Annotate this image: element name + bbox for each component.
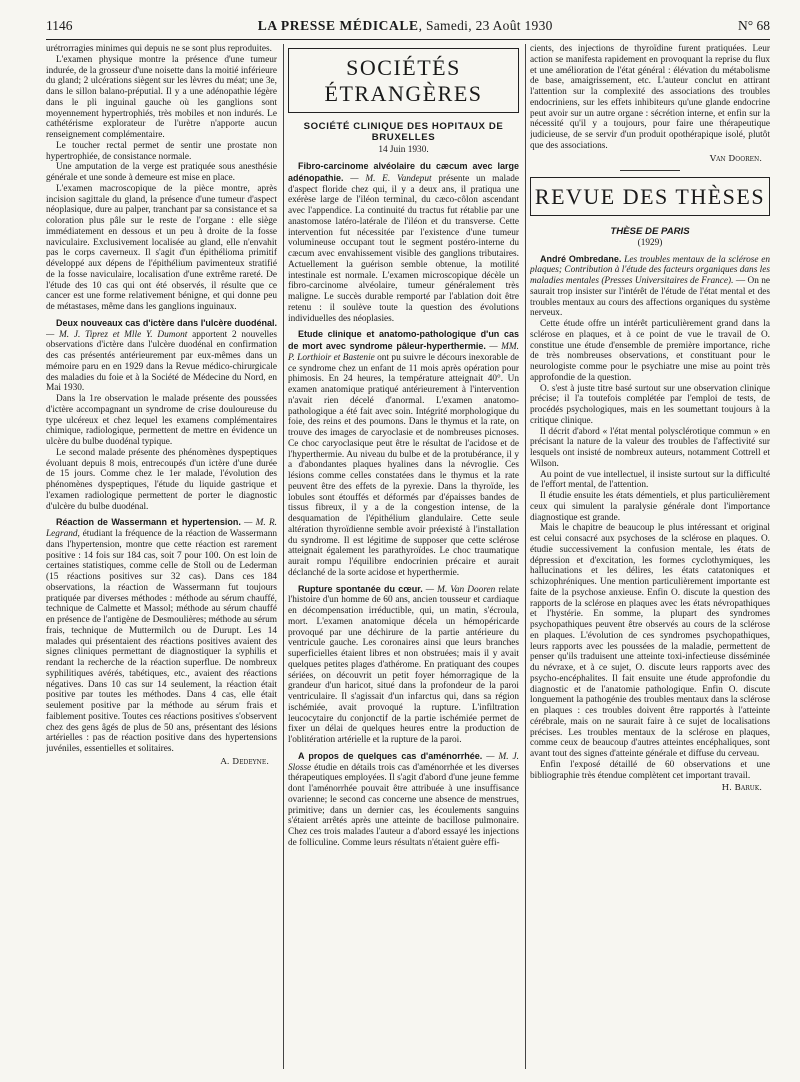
thesis-heading: THÈSE DE PARIS <box>610 225 690 237</box>
journal-title: LA PRESSE MÉDICALE <box>257 18 419 33</box>
article-text: apportent 2 nouvelles observations d'ictère dans l'ulcère duodénal en confirmation des cas présentés antérieurement par eux-mêmes dans un mémoire paru en en 1929 dans la Revue médico-chirurgicale des maladies du foie et à la Société de Médecine du Nord, en Mai 1930. <box>46 329 277 394</box>
article-authors: — M. R. Legrand, <box>46 518 277 539</box>
article-lead <box>530 254 770 320</box>
column-right <box>530 44 770 1074</box>
paragraph: Le toucher rectal permet de sentir une prostate non hypertrophiée, de consistance normale. <box>46 140 277 162</box>
article-text: étudiant la fréquence de la réaction de Wassermann dans l'hypertension, montre que cette réaction est rarement positive : 14 fois sur 184 cas, soit 7 pour 100. On est loin de certaines statistiques, comme celle de Stoll ou de Lederman (15 réactions positives sur 32 cas). Dans ces 184 observations, la réaction de Wassermann fut toujours pratiquée par diverses méthodes : méthode au sérum chauffé, technique de Calmette et Massol; méthode au sérum chauffé en présence de l'antigène de Desmoulières; méthode au sérum frais, technique de Muttermilch ou de Durupt. Les 14 malades qui présentaient des réactions positives avaient des signes cliniques permettant de diagnostiquer la syphilis et rendant la recherche de la réaction superflue. De nombreux syphilitiques avérés, tabétiques, etc., avaient des réactions négatives. Dans 10 cas sur 14 seulement, la réaction était positive par toutes les méthodes. Dans 4 cas, elle était seulement positive par la méthode au sérum frais et faiblement positive. Toutes ces réactions positives s'observent chez des gens âgés de plus de 50 ans, présentant des lésions artérielles : pas de réaction positive dans des hypertensions juvéniles, essentielles et solitaires. <box>46 529 277 754</box>
page-number: 1146 <box>46 18 73 33</box>
signature: H. Baruk. <box>721 783 762 794</box>
article-lead <box>46 318 277 394</box>
thesis-author: André Ombredane. <box>540 253 622 264</box>
paragraph: Le second malade présente des phénomènes dyspeptiques évoluant depuis 8 mois, entrecoupés d'un ictère d'une durée de 15 jours. Comme chez le 1er malade, l'évolution des phénomènes dyspeptiques, l'étude du liquide gastrique et l'examen radiologique permettent de porter le diagnostic d'ulcère du bulbe duodénal. <box>46 447 277 512</box>
paragraph: O. s'est à juste titre basé surtout sur une observation clinique précise; il l'a toutefois complétée par l'emploi de tests, de procédés psychologiques, mais en les soumettant toujours à la critique clinique. <box>530 383 770 426</box>
paragraph: L'examen macroscopique de la pièce montre, après incision sagittale du gland, la présence d'une tumeur d'aspect néoplasique, dure au palper, tranchant par sa consistance et sa coloration plus pâle sur le reste de l'organe : elle siège immédiatement en dessous et un peu à droite de la fosse naviculaire. Exclusivement localisée au gland, elle n'envahit pas le corps caverneux. Il s'agit d'un épithélioma primitif développé aux dépens de l'épithélium pavimenteux stratifié de la fosse naviculaire, localisation d'une extrême rareté. De l'étude des 10 cas qui ont été observés, il résulte que ce cancer est une forme relativement bénigne, et qui donne peu de métastases, même dans les ganglions inguinaux. <box>46 183 277 312</box>
paragraph: Dans la 1re observation le malade présente des poussées d'ictère accompagnant un syndrome de crise douloureuse du type ulcéreux et chez lequel les examens complémentaires chimique, radiologique, permettent de mettre en évidence un ulcère du bulbe duodénal typique. <box>46 394 277 447</box>
article-lead <box>288 161 519 324</box>
newspaper-page <box>46 18 770 1074</box>
column-middle <box>288 44 519 1074</box>
article-title: A propos de quelques cas d'aménorrhée. <box>298 750 483 761</box>
section-title: SOCIÉTÉS ÉTRANGÈRES <box>288 48 519 113</box>
meeting-date: 14 Juin 1930. <box>378 145 429 155</box>
column-left <box>46 44 277 1074</box>
thesis-year: (1929) <box>637 237 663 248</box>
signature: A. Dedeyne. <box>220 756 269 767</box>
signature: Van Dooren. <box>709 153 762 164</box>
column-divider <box>283 44 284 1069</box>
paragraph: urétrorragies minimes qui depuis ne se sont plus reproduites. <box>46 44 272 54</box>
society-heading: SOCIÉTÉ CLINIQUE DES HOPITAUX DE BRUXELLES <box>303 121 504 143</box>
paragraph: Au point de vue intellectuel, il insiste surtout sur la difficulté de l'effort mental, de l'attention. <box>530 469 770 491</box>
article-authors: — M. E. Vandeput <box>343 173 432 184</box>
paragraph: Il décrit d'abord « l'état mental polysclérotique commun » en précisant la nature de la valeur des troubles de l'affectivité sur lesquels ont insisté de nombreux auteurs, notamment Cottrell et Wilson. <box>530 426 770 469</box>
article-authors: — M. J. Tiprez et Mlle Y. Dumont <box>46 329 188 340</box>
article-lead <box>288 751 519 849</box>
article-text: relate l'histoire d'un homme de 60 ans, ancien tousseur et cardiaque en décompensation irréductible, qui, un matin, s'écroula, mort. L'examen anatomique décela un hémopéricarde provoqué par une déchirure de la partie antérieure du ventricule gauche. Les coronaires ainsi que leurs branches superficielles étaient libres et non obstruées; mais il y avait quelques petites plages d'athérome. En pratiquant des coupes sériées, on découvrit un petit foyer hémorragique de la grandeur d'un haricot, situé dans la profondeur de la paroi ventriculaire. Il s'agissait d'un infarctus qui, dans sa région ischémiée, avait provoqué la rupture. L'infiltration leucocytaire du conjonctif de la partie ischémiée permet de fixer un délai de quelques heures entre la production de l'oblitération artérielle et la rupture de la paroi. <box>288 584 519 745</box>
paragraph: Il étudie ensuite les états démentiels, et plus particulièrement ceux qui simulent la paralysie générale dont l'importance diagnostique est grande. <box>530 491 770 523</box>
article-title: Rupture spontanée du cœur. <box>298 583 423 594</box>
article-text: — On ne saurait trop insister sur l'intérêt de l'étude de l'état mental et des troubles mentaux au cours des affections organiques du système nerveux. <box>530 276 770 319</box>
paragraph: L'examen physique montre la présence d'une tumeur indurée, de la grosseur d'une noisette dans la moitié inférieure du gland; 2 ulcérations siègent sur les lèvres du méat; une 3e, dans le sillon balano-préputial. Il y a une adénopathie légère dans le pli inguinal gauche où les ganglions sont moyennement hypertrophiés, très mobiles et non indurés. Le cathétérisme explorateur de l'urètre n'apporte aucun renseignement complémentaire. <box>46 54 277 140</box>
article-title: Fibro-carcinome alvéolaire du cæcum avec large adénopathie. <box>288 161 519 183</box>
paragraph: Cette étude offre un intérêt particulièrement grand dans la sclérose en plaques, et à ce point de vue le travail de O. constitue une étude d'ensemble de première importance, riche de très nombreuses observations, et constituant pour le neurologiste comme pour le psychiatre une mise au point très approfondie de la question. <box>530 319 770 383</box>
article-lead <box>288 584 519 746</box>
columns <box>46 44 770 1074</box>
article-text: étudie en détails trois cas d'aménorrhée et les diverses thérapeutiques employées. Il s'agit d'abord d'une jeune femme dont l'aménorrhée pouvait être attribuée à une insuffisance ovarienne; le second cas concerne une absence de menstrues, primitive; dans un dernier cas, les écoulements sanguins s'étaient arrêtés après une atteinte de bacillose pulmonaire. Chez ces trois malades l'auteur a d'abord essayé les injections de folliculine. Comme leurs résultats n'étaient guère effi- <box>288 762 519 848</box>
paragraph: Enfin l'exposé détaillé de 60 observations et une bibliographie très étendue complètent cet important travail. <box>530 759 770 781</box>
issue-number: N° 68 <box>737 18 770 33</box>
masthead-title-line <box>258 18 553 34</box>
paragraph: cients, des injections de thyroïdine furent pratiquées. Leur action se manifesta rapidement en provoquant la reprise du flux et une amélioration de l'état général : élévation du métabolisme de base, amaigrissement, etc. L'auteur conclut en attirant l'attention sur la complexité des associations des troubles endocriniens, sur les effets inhibiteurs qu'une glande endocrine peut avoir sur un autre organe : sécrétion interne, et enfin sur la nécessité qu'il y a toujours, pour faire une thérapeutique judicieuse, de se servir d'un produit opothérapique isolé, plutôt que des associations. <box>530 44 770 151</box>
article-title: Réaction de Wassermann et hypertension. <box>56 517 241 528</box>
paragraph: Mais le chapitre de beaucoup le plus intéressant et original est celui consacré aux psychoses de la sclérose en plaques. O. étudie successivement la confusion mentale, les états de dépression et d'excitation, les formes cyclothymiques, les hallucinations et les délires, les états catatoniques et schizophréniques. Une mention particulièrement importante est faite de la psychose anxieuse. Enfin O. discute la question des rapports de la sclérose en plaques avec les états névropathiques et l'hystérie. En somme, la plupart des syndromes psychopathiques peuvent être observés au cours de la sclérose en plaques. L'évolution de ces syndromes psychopathiques, leurs rapports avec les poussées de la maladie, permettent de penser qu'ils traduisent une atteinte toxi-infectieuse disséminée du névraxe, et à ce sujet, O. discute leurs rapports avec des psycho-encéphalites. Il fait ensuite une étude approfondie du diagnostic et de l'anatomie pathologique. Enfin O. discute longuement la pathogénie des troubles mentaux dans la sclérose en plaques : ces troubles doivent être rapportés à l'atteinte cérébrale, mais on ne saurait faire à ce sujet de localisations précises. Les troubles mentaux de la sclérose en plaques, comme ceux de beaucoup d'autres atteintes encéphaliques, sont avant tout des signes d'atteinte générale et diffuse du cerveau. <box>530 523 770 759</box>
section-title: REVUE DES THÈSES <box>530 177 770 216</box>
article-text: ont pu suivre le décours inexorable de ce syndrome chez un enfant de 11 mois après opération pour phimosis. En 24 heures, la température atteignait 40°. Un examen anatomique pratiqué antérieurement à l'intervention n'avait rien décelé d'anormal. L'examen anatomo-pathologique a été fait avec soin. Intégrité morphologique du foie, des reins et des poumons. Dans le thymus et la rate, on trouve des images de caryoclasie et de nombreuses picnoses. Ce choc caryoclasique peut être le résultat de l'acidose et de l'hyperthermie. Au niveau du bulbe et de la protubérance, il y a d'abondantes plaques hyalines dans la névroglie. Ces lésions comme celles constatées dans le thymus et la rate peuvent être des effets de la pyrexie. Dans la thyroïde, les lobules sont étouffés et déformés par d'épaisses bandes de tissus fibreux, il y a de la congestion intense, de la desquamation de l'épithélium glandulaire. Cette seule altération thyroïdienne semble avoir préexisté à l'installation du syndrome. Il est légitime de supposer que cette sclérose atteignait également les parathyroïdes. Le choc traumatique aurait rompu l'équilibre endocrinien précaire et aurait déclanché de la sorte acidose et hyperthermie. <box>288 352 519 578</box>
issue-date: , Samedi, 23 Août 1930 <box>418 18 553 33</box>
article-authors: — M. Van Dooren <box>422 584 496 595</box>
article-lead <box>288 329 519 578</box>
article-text: présente un malade d'aspect floride chez qui, il y a deux ans, il pratiqua une exérèse large de l'iléon terminal, du cæco-côlon ascendant avec l'appendice. La continuité du tractus fut rétablie par une anastomose latéro-latérale de l'iléon et du transverse. Cette intervention fut nécessitée par l'existence d'une tumeur volumineuse occupant tout le segment postéro-interne du cæcum avec envahissement visible des ganglions tributaires. Actuellement la guérison semble obtenue, la motilité intestinale est normale. L'examen microscopique décèle un fibro-carcinome alvéolaire, tumeur généralement très maligne. Le succès durable remporté par l'ablation doit être retenu : il soulève toute la question des évolutions individuelles des néoplasies. <box>288 173 519 324</box>
column-divider <box>525 44 526 1069</box>
thesis-title: Les troubles mentaux de la sclérose en plaques; Contribution à l'étude des facteurs organiques dans les maladies mentales (Presses Universitaires de France). <box>530 254 770 286</box>
paragraph: Une amputation de la verge est pratiquée sous anesthésie générale et une sonde à demeure est mise en place. <box>46 162 277 183</box>
article-authors: — M. J. Slosse <box>288 751 519 773</box>
article-title: Etude clinique et anatomo-pathologique d'un cas de mort avec syndrome pâleur-hyperthermie. <box>288 329 519 351</box>
article-title: Deux nouveaux cas d'ictère dans l'ulcère duodénal. <box>56 317 277 328</box>
article-lead <box>46 517 277 755</box>
separator-rule <box>620 170 680 171</box>
masthead <box>46 18 770 40</box>
article-authors: — MM. P. Lorthioir et Bastenie <box>288 342 519 363</box>
